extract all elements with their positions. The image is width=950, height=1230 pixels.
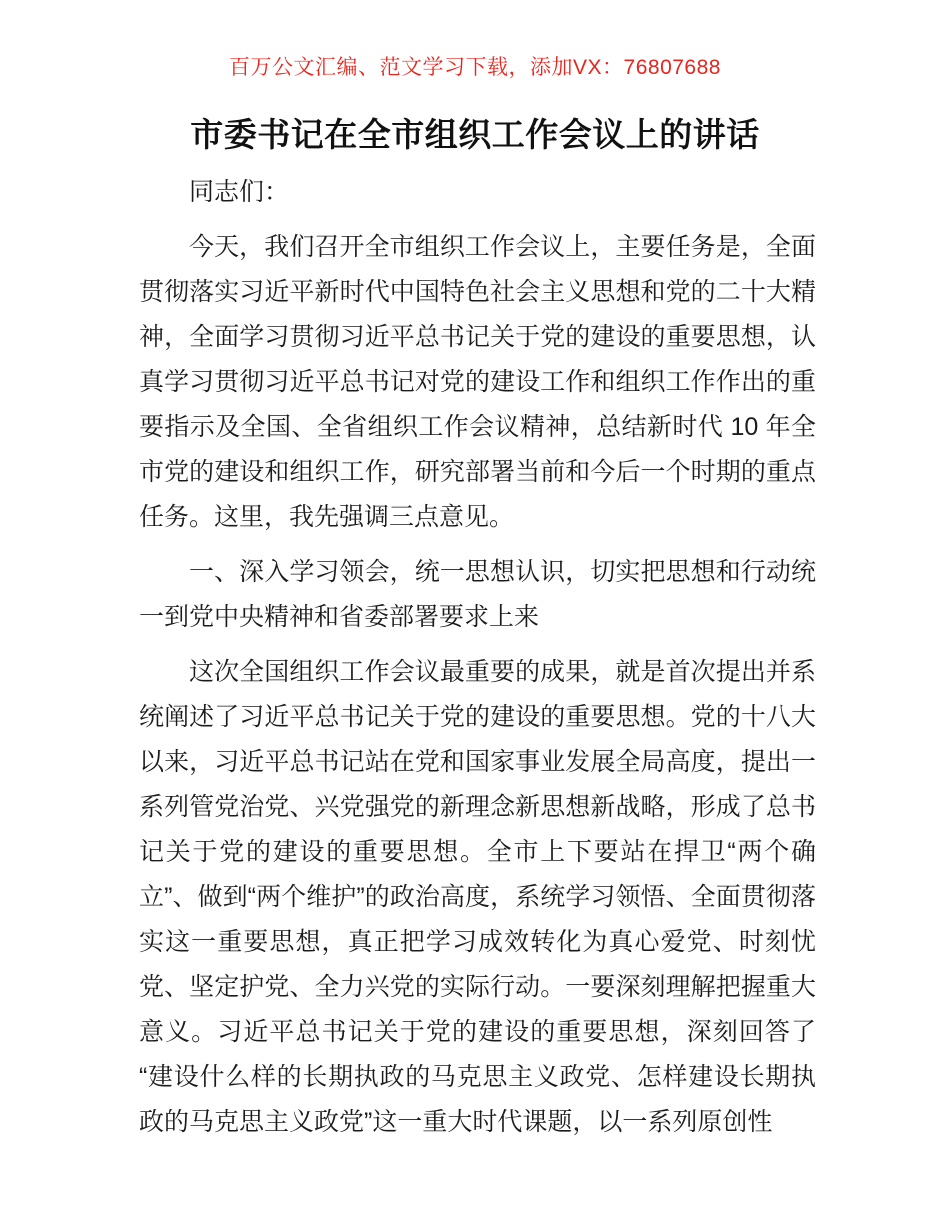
section-heading: 一、深入学习领会，统一思想认识，切实把思想和行动统一到党中央精神和省委部署要求上来 [139,558,816,631]
watermark-text: 百万公文汇编、范文学习下载，添加VX：76807688 [229,56,721,79]
paragraph-intro: 今天，我们召开全市组织工作会议上，主要任务是，全面贯彻落实习近平新时代中国特色社会主义思想和党的二十大精神，全面学习贯彻习近平总书记关于党的建设的重要思想，认真学习贯彻习近平总书记对党的建设工作和组织工作作出的重要指示及全国、全省组织工作会议精神，总结新时代 10 年全市党的建设和组织工作，研究部署当前和今后一个时期的重点任务。这里，我先强调三点意见。 [139,233,816,531]
salutation: 同志们： [189,178,290,206]
paragraph-section-body: 这次全国组织工作会议最重要的成果，就是首次提出并系统阐述了习近平总书记关于党的建设的重要思想。党的十八大以来，习近平总书记站在党和国家事业发展全局高度，提出一系列管党治党、兴党强党的新理念新思想新战略，形成了总书记关于党的建设的重要思想。全市上下要站在捍卫“两个确立”、做到“两个维护”的政治高度，系统学习领悟、全面贯彻落实这一重要思想，真正把学习成效转化为真心爱党、时刻忧党、坚定护党、全力兴党的实际行动。一要深刻理解把握重大意义。习近平总书记关于党的建设的重要思想，深刻回答了“建设什么样的长期执政的马克思主义政党、怎样建设长期执政的马克思主义政党”这一重大时代课题，以一系列原创性 [139,658,816,1136]
document-body [139,170,816,1145]
document-title: 市委书记在全市组织工作会议上的讲话 [190,116,760,153]
